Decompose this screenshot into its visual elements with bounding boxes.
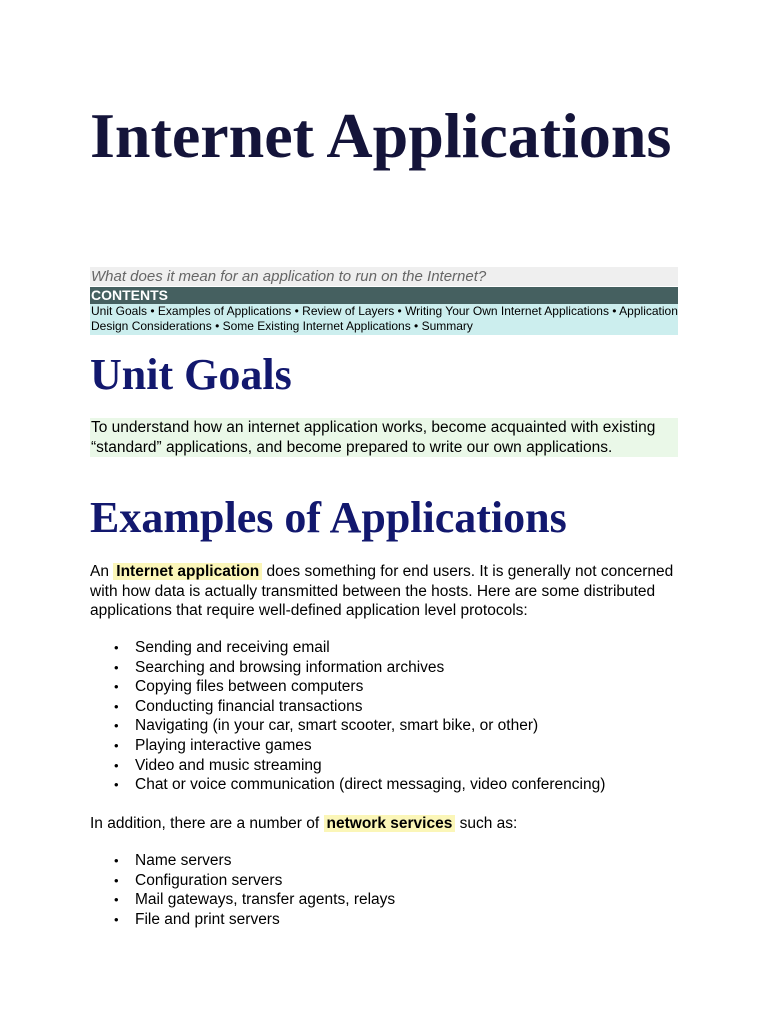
contents-links[interactable]: Unit Goals • Examples of Applications • Review of Layers • Writing Your Own Internet Applications • Application Design Considerations • Some Existing Internet Applications • Summary	[91, 304, 678, 333]
intro-text-post: does something for end users. It is generally not concerned with how data is actually transmitted between the hosts. Here are some distributed applications that require well-defined application level protocols:	[90, 563, 674, 619]
list-item: • Sending and receiving email	[135, 638, 723, 658]
list-item: • Chat or voice communication (direct messaging, video conferencing)	[135, 775, 723, 795]
intro-text-pre: An	[90, 563, 114, 580]
list-item: • Playing interactive games	[135, 736, 723, 756]
list-item: • Searching and browsing information archives	[135, 658, 723, 678]
list-item: • Video and music streaming	[135, 756, 723, 776]
list-item: • Copying files between computers	[135, 677, 723, 697]
applications-list	[90, 638, 723, 795]
list-item: • Mail gateways, transfer agents, relays	[135, 890, 723, 910]
list-item: • Name servers	[135, 851, 723, 871]
examples-intro-paragraph	[90, 562, 680, 621]
section-heading-unit-goals: Unit Goals	[90, 350, 292, 399]
network-services-list	[90, 851, 723, 929]
term-highlight-network-services: network services	[324, 815, 456, 832]
contents-heading: CONTENTS	[90, 287, 678, 304]
page-subtitle: What does it mean for an application to run on the Internet?	[90, 267, 678, 286]
list-item: • Configuration servers	[135, 871, 723, 891]
list-item: • Navigating (in your car, smart scooter, smart bike, or other)	[135, 716, 723, 736]
services-text-pre: In addition, there are a number of	[90, 815, 324, 832]
list-item: • Conducting financial transactions	[135, 697, 723, 717]
services-text-post: such as:	[455, 815, 518, 832]
unit-goals-box: To understand how an internet application works, become acquainted with existing “standard” applications, and become prepared to write our own applications.	[90, 418, 678, 457]
page-title: Internet Applications	[90, 100, 672, 171]
services-intro-paragraph	[90, 814, 680, 834]
term-highlight-internet-application: Internet application	[113, 563, 262, 580]
list-item: • File and print servers	[135, 910, 723, 930]
section-heading-examples: Examples of Applications	[90, 493, 567, 542]
